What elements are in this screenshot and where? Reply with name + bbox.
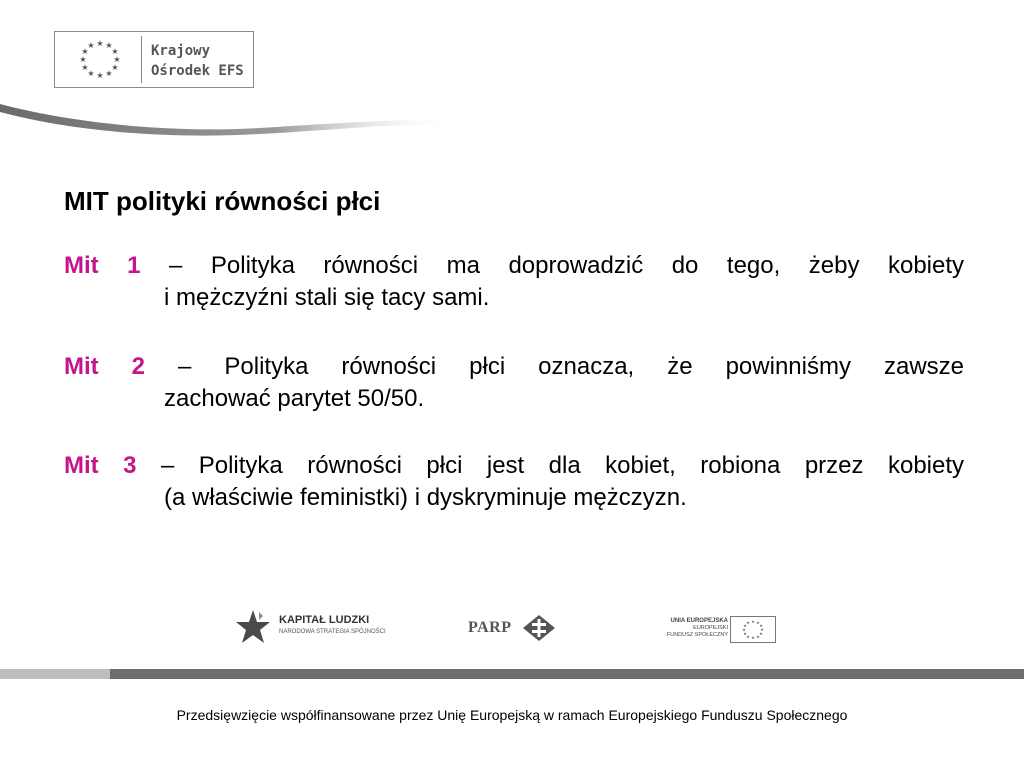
svg-text:★: ★ <box>746 634 750 639</box>
svg-text:★: ★ <box>756 620 760 625</box>
parp-emblem-icon <box>522 614 556 642</box>
krajowy-osrodek-efs-logo <box>54 31 254 88</box>
footer-bar-light <box>0 669 110 679</box>
svg-text:★: ★ <box>87 69 95 78</box>
footer-bar-dark <box>110 669 1024 679</box>
eu-line-1: UNIA EUROPEJSKA <box>670 618 728 624</box>
svg-text:★: ★ <box>751 619 755 624</box>
logo-line-2: Ośrodek EFS <box>151 63 244 79</box>
eu-stars-icon <box>59 36 142 83</box>
decorative-swoosh <box>0 90 460 140</box>
svg-text:★: ★ <box>105 69 113 78</box>
myth-text-line2: zachować parytet 50/50. <box>164 385 425 412</box>
kapital-ludzki-star-icon <box>233 608 273 648</box>
svg-text:★: ★ <box>111 63 119 72</box>
svg-text:★: ★ <box>743 631 747 636</box>
svg-text:★: ★ <box>105 41 113 50</box>
svg-text:★: ★ <box>111 47 119 56</box>
svg-text:★: ★ <box>759 631 763 636</box>
svg-text:★: ★ <box>746 620 750 625</box>
svg-text:★: ★ <box>81 63 89 72</box>
myth-text-line1: – Polityka równości płci jest dla kobiet, robiona przez kobiety <box>160 452 965 479</box>
footer-text: Przedsięwzięcie współfinansowane przez Unię Europejską w ramach Europejskiego Funduszu Społecznego <box>176 707 848 723</box>
svg-text:★: ★ <box>760 627 764 632</box>
slide-title: MIT polityki równości płci <box>64 186 381 216</box>
svg-text:★: ★ <box>87 41 95 50</box>
svg-text:★: ★ <box>96 39 104 48</box>
kapital-ludzki-subtitle: NARODOWA STRATEGIA SPÓJNOŚCI <box>279 629 386 635</box>
myth-item <box>64 450 964 514</box>
myth-label: Mit 1 <box>64 252 141 279</box>
svg-text:★: ★ <box>742 627 746 632</box>
kapital-ludzki-title: KAPITAŁ LUDZKI <box>279 614 370 626</box>
svg-text:★: ★ <box>756 634 760 639</box>
eu-efs-logo <box>660 614 780 646</box>
svg-text:★: ★ <box>751 635 755 640</box>
svg-text:★: ★ <box>81 47 89 56</box>
myth-label: Mit 2 <box>64 353 146 380</box>
svg-text:★: ★ <box>113 55 121 64</box>
svg-text:★: ★ <box>96 71 104 80</box>
eu-line-3: FUNDUSZ SPOŁECZNY <box>666 632 728 638</box>
eu-line-2: EUROPEJSKI <box>693 625 728 631</box>
kapital-ludzki-logo <box>233 608 393 648</box>
logo-line-1: Krajowy <box>151 43 211 59</box>
myth-item <box>64 250 964 314</box>
myth-text-line2: (a właściwie feministki) i dyskryminuje mężczyzn. <box>164 484 687 511</box>
myth-text-line1: – Polityka równości ma doprowadzić do tego, żeby kobiety <box>169 252 965 279</box>
parp-logo <box>466 612 566 644</box>
myth-text-line1: – Polityka równości płci oznacza, że powinniśmy zawsze <box>178 353 964 380</box>
parp-text: PARP <box>468 619 512 636</box>
myth-label: Mit 3 <box>64 452 137 479</box>
myth-text-line2: i mężczyźni stali się tacy sami. <box>164 284 490 311</box>
svg-text:★: ★ <box>743 623 747 628</box>
eu-flag-icon <box>730 616 776 643</box>
svg-text:★: ★ <box>759 623 763 628</box>
svg-text:★: ★ <box>79 55 87 64</box>
myth-item <box>64 351 964 415</box>
